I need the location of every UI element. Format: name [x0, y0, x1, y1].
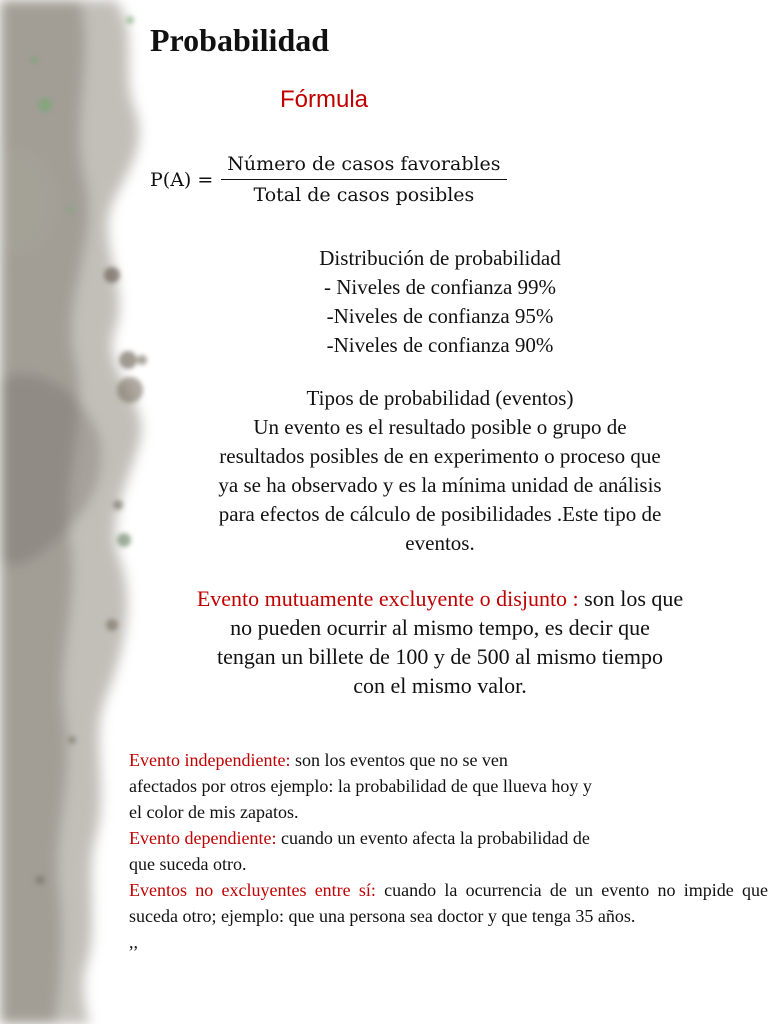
confidence-level-item: - Niveles de confianza 99% [323, 275, 557, 299]
types-heading: Tipos de probabilidad (eventos) [306, 386, 574, 410]
distribution-heading: Distribución de probabilidad [319, 246, 561, 270]
dependent-first-line [129, 825, 768, 851]
types-line: resultados posibles de en experimento o proceso que [219, 444, 661, 468]
mutual-line: tengan un billete de 100 y de 500 al mismo tiempo [216, 644, 664, 669]
dependent-line: cuando un evento afecta la probabilidad de [276, 828, 590, 848]
mutual-line: son los que [578, 586, 684, 611]
event-definitions-block [129, 747, 768, 955]
closing-quote: ,, [129, 932, 138, 952]
mutual-line: no pueden ocurrir al mismo tempo, es decir que [230, 615, 650, 640]
nonexclusive-text: cuando la ocurrencia de un evento no impide que suceda otro; ejemplo: que una persona sea doctor y que tenga 35 años. [129, 880, 768, 926]
formula-fraction [221, 153, 506, 206]
types-section [110, 384, 768, 558]
confidence-level-item: -Niveles de confianza 90% [326, 333, 554, 357]
confidence-level-item: -Niveles de confianza 95% [326, 304, 554, 328]
independent-term: Evento independiente: [129, 750, 291, 770]
independent-line: el color de mis zapatos. [129, 802, 299, 822]
nonexclusive-term: Eventos no excluyentes entre sí: [129, 880, 376, 900]
formula-numerator: Número de casos favorables [221, 153, 506, 180]
mutual-first-line [110, 584, 768, 613]
page-title: Probabilidad [150, 22, 330, 58]
types-line: ya se ha observado y es la mínima unidad de análisis [218, 473, 662, 497]
types-line: eventos. [405, 531, 475, 555]
mutual-term: Evento mutuamente excluyente o disjunto : [196, 586, 579, 611]
formula-denominator: Total de casos posibles [253, 184, 475, 206]
independent-first-line [129, 747, 768, 773]
types-line: para efectos de cálculo de posibilidades .Este tipo de [218, 502, 662, 526]
independent-line: son los eventos que no se ven [290, 750, 508, 770]
nonexclusive-paragraph [129, 877, 768, 929]
mutually-exclusive-section [110, 584, 768, 700]
distribution-section [110, 244, 768, 360]
independent-line: afectados por otros ejemplo: la probabilidad de que llueva hoy y [129, 776, 592, 796]
probability-formula [150, 153, 507, 206]
formula-heading: Fórmula [280, 86, 369, 113]
types-line: Un evento es el resultado posible o grupo de [253, 415, 627, 439]
formula-lhs: P(A) = [150, 168, 214, 191]
dependent-term: Evento dependiente: [129, 828, 277, 848]
dependent-line: que suceda otro. [129, 854, 247, 874]
mutual-line: con el mismo valor. [353, 673, 527, 698]
